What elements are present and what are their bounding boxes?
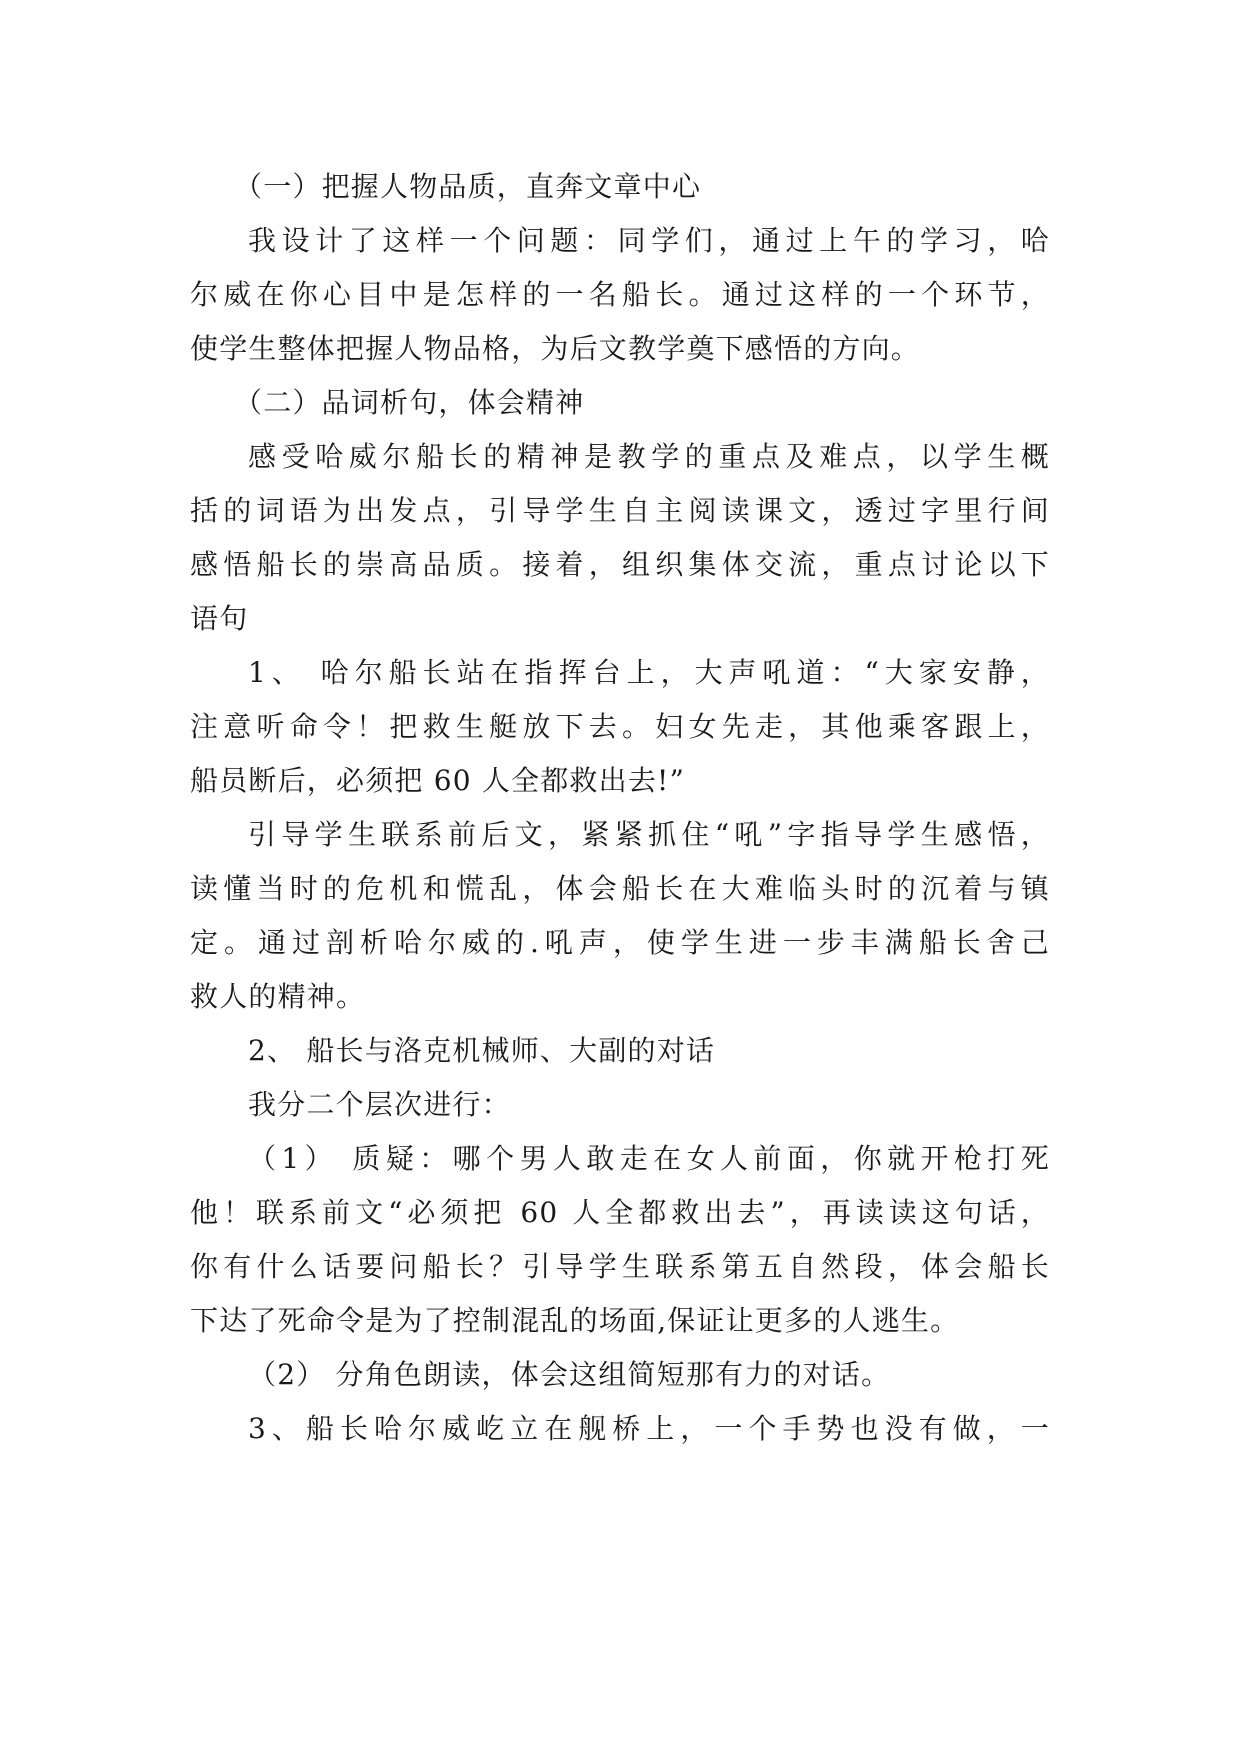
document-page	[190, 160, 1050, 1456]
section-heading-1: （一）把握人物品质，直奔文章中心	[234, 170, 702, 203]
sub-item-2: （2） 分角色朗读，体会这组简短那有力的对话。	[248, 1358, 891, 1391]
paragraph-line: 我设计了这样一个问题：同学们，通过上午的学习，哈	[248, 224, 1050, 257]
list-item-3: 3、船长哈尔威屹立在舰桥上，一个手势也没有做，一	[248, 1412, 1050, 1445]
paragraph-line: 船员断后，必须把 60 人全都救出去!”	[190, 764, 685, 797]
paragraph-line: 他！联系前文“必须把 60 人全都救出去”，再读读这句话，	[190, 1196, 1050, 1229]
paragraph-line: 感受哈威尔船长的精神是教学的重点及难点，以学生概	[248, 440, 1050, 473]
paragraph-line: 你有什么话要问船长？引导学生联系第五自然段，体会船长	[190, 1250, 1050, 1283]
paragraph-line: 定。通过剖析哈尔威的.吼声，使学生进一步丰满船长舍己	[190, 926, 1050, 959]
sub-item-1: （1） 质疑：哪个男人敢走在女人前面，你就开枪打死	[248, 1142, 1050, 1175]
paragraph-line: 我分二个层次进行：	[248, 1088, 511, 1121]
paragraph-line: 读懂当时的危机和慌乱，体会船长在大难临头时的沉着与镇	[190, 872, 1050, 905]
paragraph-line: 下达了死命令是为了控制混乱的场面,保证让更多的人逃生。	[190, 1304, 960, 1337]
list-item-1: 1、 哈尔船长站在指挥台上，大声吼道：“大家安静，	[248, 656, 1050, 689]
paragraph-line: 感悟船长的崇高品质。接着，组织集体交流，重点讨论以下	[190, 548, 1050, 581]
paragraph-line: 救人的精神。	[190, 980, 366, 1013]
paragraph-line: 括的词语为出发点，引导学生自主阅读课文，透过字里行间	[190, 494, 1050, 527]
paragraph-line: 引导学生联系前后文，紧紧抓住“吼”字指导学生感悟，	[248, 818, 1050, 851]
list-item-2: 2、 船长与洛克机械师、大副的对话	[248, 1034, 716, 1067]
paragraph-line: 尔威在你心目中是怎样的一名船长。通过这样的一个环节，	[190, 278, 1050, 311]
paragraph-line: 注意听命令！把救生艇放下去。妇女先走，其他乘客跟上，	[190, 710, 1050, 743]
section-heading-2: （二）品词析句，体会精神	[234, 386, 585, 419]
paragraph-line: 语句	[190, 602, 249, 635]
paragraph-line: 使学生整体把握人物品格，为后文教学奠下感悟的方向。	[190, 332, 921, 365]
